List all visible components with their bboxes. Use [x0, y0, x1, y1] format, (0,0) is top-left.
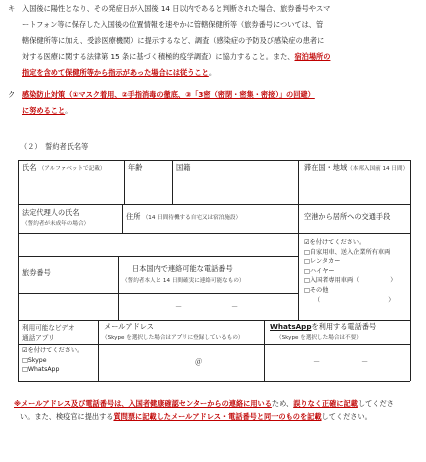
email-field[interactable]	[99, 345, 263, 380]
note-ki-line4: 対する医療に関する法律第 15 条に基づく積極的疫学調査）に協力すること。また、	[22, 52, 295, 61]
email-sublabel: （Skype を選択した場合はアプリに登録しているもの）	[102, 335, 244, 341]
phone-label: 日本国内で連絡可能な電話番号	[132, 264, 233, 273]
phone-dash-1: －	[175, 302, 183, 311]
name-label: 氏名	[22, 163, 37, 172]
whatsapp-dash-1: －	[313, 357, 321, 366]
transport-options	[304, 238, 396, 305]
guardian-name-field[interactable]	[19, 234, 298, 255]
transport-option-private-car[interactable]: □自家用車、送入企業所有車両	[304, 248, 391, 256]
stay-country-sublabel: （本邦入国前 14 日間）	[347, 166, 409, 172]
footer-line1-mid: ため、	[271, 399, 294, 408]
note-ku-line2-end: 。	[65, 106, 73, 115]
whatsapp-sublabel: （Skype を選択した場合は不要）	[276, 335, 362, 341]
note-ki-line4-emphasis: 宿泊場所の	[294, 52, 331, 61]
video-app-prompt: ☑を付けてください。	[22, 347, 84, 354]
phone-field[interactable]	[119, 294, 297, 319]
note-ki-line3: 轄保健所等に加え、受診医療機関）に提示するなど、調査（感染症の予防及び感染症の患者に	[22, 36, 325, 45]
transport-label: 空港から居所への交通手段	[304, 212, 391, 221]
nationality-label: 国籍	[176, 163, 191, 172]
transport-other-specify[interactable]: （ ）	[314, 296, 395, 304]
note-ki-mark: キ	[8, 4, 16, 13]
note-ki-line1: 入国後に陽性となり、その発症日が入国後 14 日以内であると判断された場合、旅券番号やスマ	[22, 4, 331, 13]
stay-country-field[interactable]	[299, 175, 409, 203]
stay-country-label: 滞在国・地域	[304, 163, 348, 172]
guardian-sublabel: （誓約者が未成年の場合）	[22, 221, 90, 227]
video-app-label-1: 利用可能なビデオ	[22, 324, 75, 332]
transport-option-dedicated-vehicle[interactable]: □入国者専用車両（ ）	[304, 277, 397, 285]
section-title: （２） 誓約者氏名等	[20, 142, 89, 151]
note-ku-mark: ク	[8, 90, 16, 99]
passport-label: 旅券番号	[22, 268, 51, 277]
age-field[interactable]	[125, 175, 171, 203]
transport-prompt: ☑を付けてください。	[304, 239, 366, 246]
note-ki-line5-end: 。	[208, 68, 217, 77]
address-sublabel: （14 日間待機する自宅又は宿泊施設）	[142, 215, 242, 221]
whatsapp-dash-2: －	[361, 357, 369, 366]
video-app-label-2: 通話アプリ	[22, 334, 55, 342]
footer-line2-end: してください。	[321, 412, 372, 421]
transport-option-hire[interactable]: □ハイヤー	[304, 267, 335, 275]
footer-line2-start: い。また、検疫官に提出する	[20, 412, 114, 421]
age-label: 年齢	[128, 163, 143, 172]
note-ki-line5-emphasis: 指定を含めて保健所等から指示があった場合には従うこと	[22, 68, 209, 77]
footer-line1-emphasis: ※メールアドレス及び電話番号は、入国者健康確認センターからの連絡に用いる	[14, 399, 272, 408]
address-label: 住所	[126, 212, 141, 221]
name-field[interactable]	[19, 175, 123, 203]
whatsapp-phone-field[interactable]	[265, 345, 409, 380]
note-ki-line2: ートフォン等に保存した入国後の位置情報を速やかに管轄保健所等（旅券番号については、管	[22, 20, 324, 29]
app-option-skype[interactable]: □Skype	[22, 356, 47, 364]
whatsapp-label-brand: WhatsApp	[270, 322, 312, 331]
email-label: メールアドレス	[104, 322, 154, 331]
email-at-sign: ＠	[195, 357, 203, 366]
name-sublabel: （アルファベットで記載）	[38, 166, 106, 172]
guardian-label: 法定代理人の氏名	[22, 208, 80, 217]
transport-option-rental-car[interactable]: □レンタカー	[304, 258, 341, 266]
footer-line1-end: してくださ	[357, 399, 394, 408]
note-ku-line2: に努めること	[22, 106, 66, 115]
footer-line2-emphasis: 質問票に記載したメールアドレス・電話番号と同一のものを記載	[113, 412, 322, 421]
phone-dash-2: －	[231, 302, 239, 311]
note-ku-line1: 感染防止対策（①マスク着用、②手指消毒の徹底、③「3密（密閉・密集・密接）」の回避）	[22, 90, 315, 99]
phone-sublabel: （誓約者本人と 14 日間確実に連絡可能なもの）	[122, 278, 245, 284]
whatsapp-label: を利用する電話番号	[311, 322, 377, 331]
passport-field[interactable]	[19, 294, 117, 319]
video-app-options	[22, 346, 83, 375]
transport-option-other[interactable]: □その他	[304, 286, 329, 294]
nationality-field[interactable]	[173, 175, 297, 203]
app-option-whatsapp[interactable]: □WhatsApp	[22, 366, 60, 374]
footer-line1-emphasis-2: 誤りなく正確に記載	[293, 399, 358, 408]
